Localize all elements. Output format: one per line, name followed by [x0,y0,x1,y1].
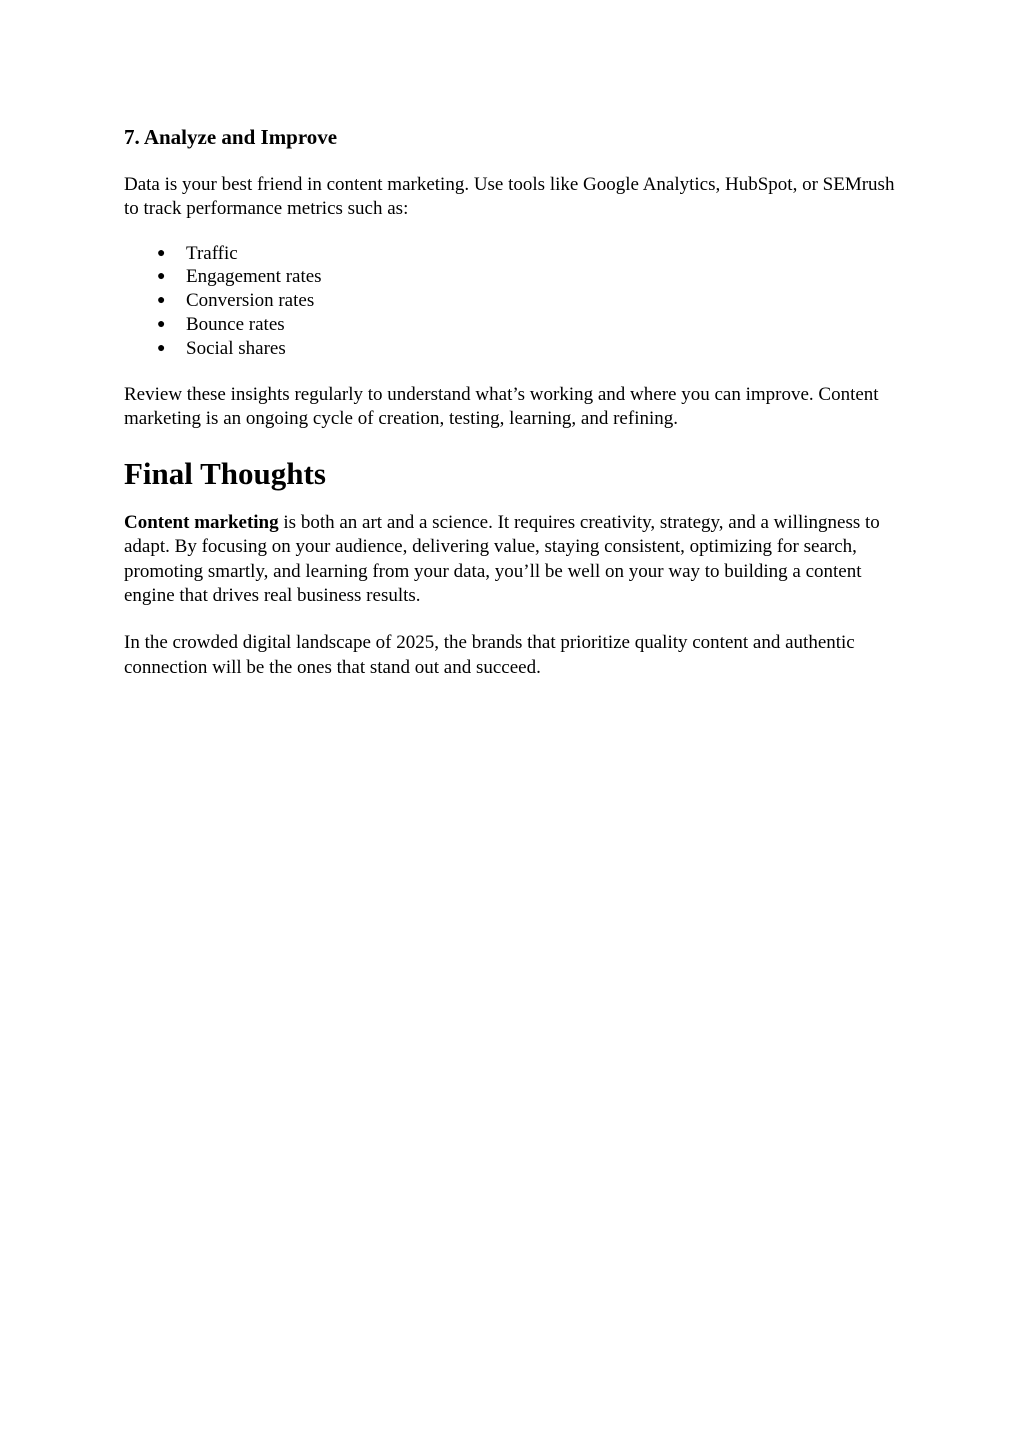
list-item [124,242,904,266]
list-item [124,313,904,337]
metrics-list [124,242,904,361]
list-item [124,265,904,289]
section-heading: 7. Analyze and Improve [124,125,338,149]
bullet-icon: ● [157,269,166,285]
bullet-icon: ● [157,245,166,261]
paragraph-spacer [124,608,904,631]
list-item [124,289,904,313]
list-item-text: Traffic [186,242,238,264]
list-item-text: Bounce rates [186,313,285,335]
final-heading: Final Thoughts [124,456,326,492]
final-paragraph-1 [124,511,904,608]
list-item [124,337,904,361]
review-paragraph: Review these insights regularly to understand what’s working and where you can improve. Content marketing is an ongoing cycle of creation, testing, learning, and refining. [124,383,879,429]
final-paragraph-2: In the crowded digital landscape of 2025, the brands that prioritize quality content and authentic connection will be the ones that stand out and succeed. [124,632,855,678]
bullet-icon: ● [157,340,166,356]
bullet-icon: ● [157,316,166,332]
final-paragraph-1-text: is both an art and a science. It requires creativity, strategy, and a willingness to adapt. By focusing on your audience, delivering value, staying consistent, optimizing for search, promoting smartly, and learning from your data, you’ll be well on your way to building a content engine that drives real business results. [124,512,880,607]
list-item-text: Social shares [186,337,286,359]
list-item-text: Conversion rates [186,290,315,312]
bullet-icon: ● [157,293,166,309]
bold-lead-text: Content marketing [124,512,279,534]
list-item-text: Engagement rates [186,266,322,288]
document-page [124,122,904,680]
intro-paragraph: Data is your best friend in content marketing. Use tools like Google Analytics, HubSpot, or SEMrush to track performance metrics such as: [124,174,895,220]
